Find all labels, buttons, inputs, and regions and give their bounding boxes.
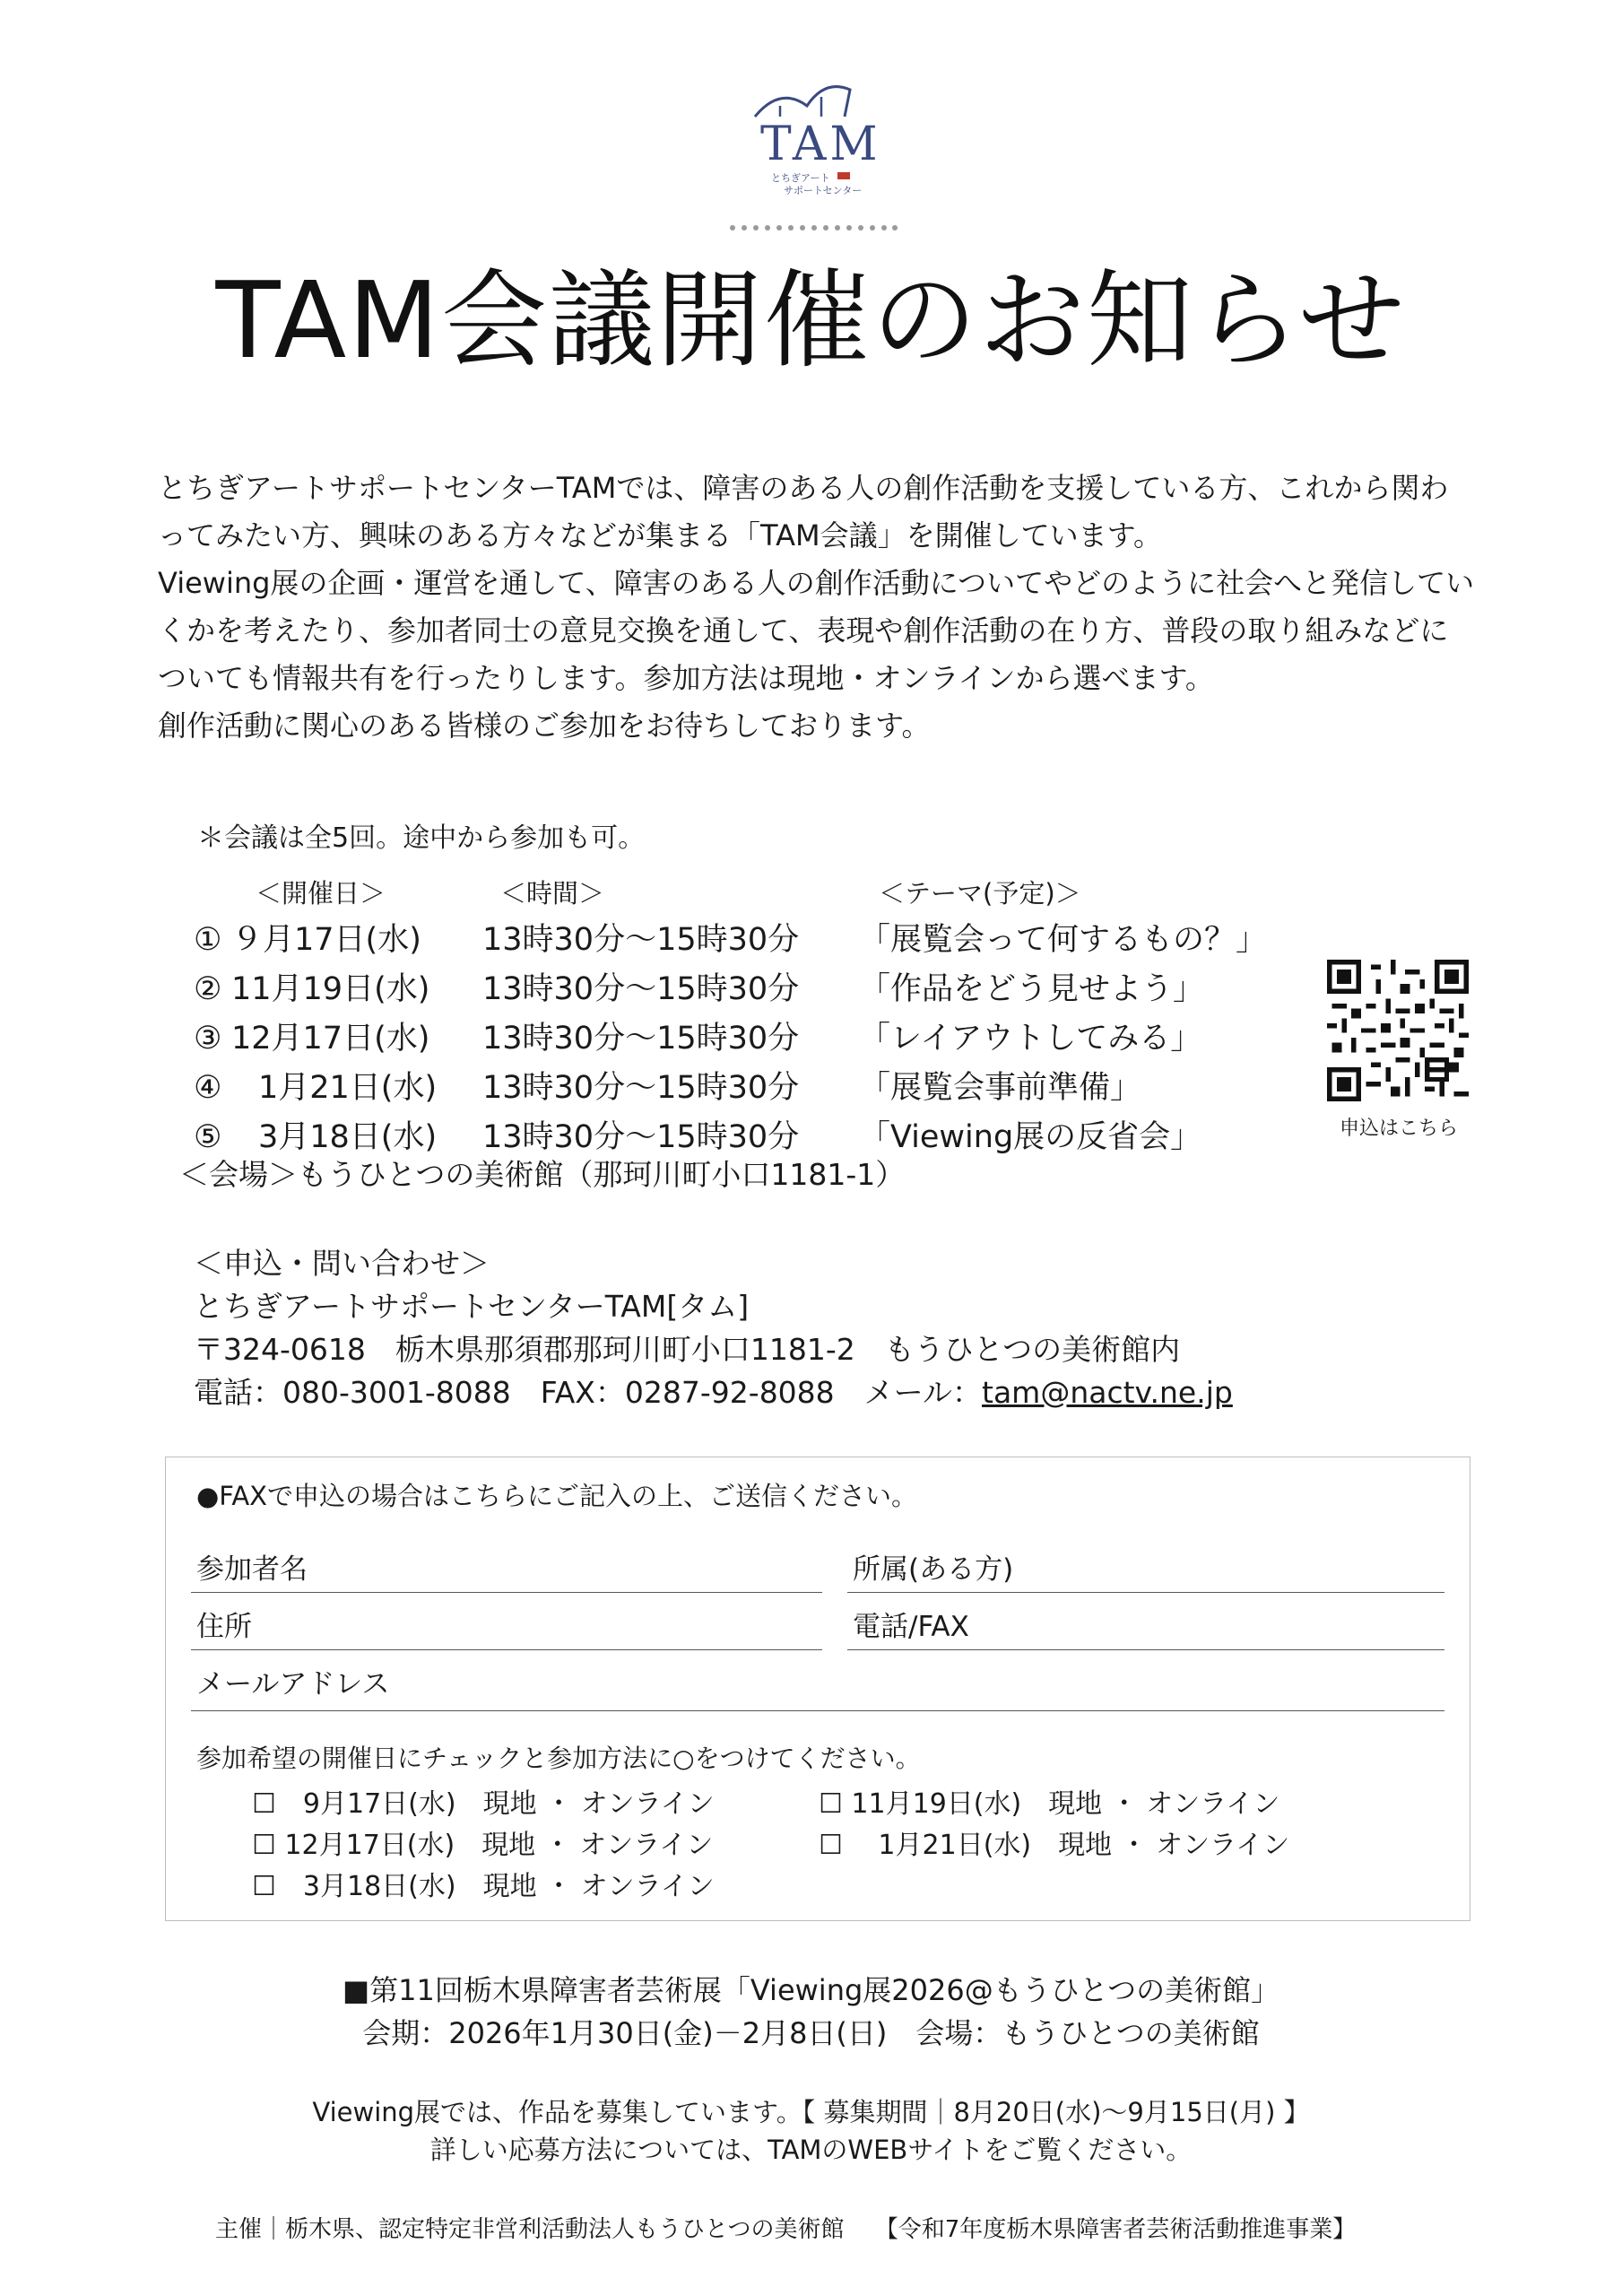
- schedule-number: ②: [194, 971, 222, 1007]
- schedule-number: ④: [194, 1070, 222, 1106]
- schedule-date: 1月21日(水): [258, 1070, 438, 1106]
- svg-text:サポートセンター: サポートセンター: [784, 185, 863, 196]
- schedule-theme: 「Viewing展の反省会」: [859, 1119, 1202, 1155]
- qr-caption: 申込はこちら: [1339, 1118, 1458, 1140]
- schedule-theme: 「レイアウトしてみる」: [859, 1021, 1202, 1057]
- exhibition-period: 会期：2026年1月30日(金)－2月8日(日) 会場：もうひとつの美術館: [362, 2016, 1260, 2050]
- address-field-line[interactable]: [191, 1649, 822, 1650]
- field-label-name: 参加者名: [196, 1553, 308, 1586]
- contact-heading: ＜申込・問い合わせ＞: [194, 1246, 490, 1281]
- schedule-date: 12月17日(水): [231, 1021, 430, 1057]
- fax-application-form: [165, 1457, 1470, 1921]
- name-field-line[interactable]: [191, 1592, 822, 1593]
- schedule-time: 13時30分～15時30分: [482, 971, 800, 1007]
- schedule-date: 11月19日(水): [231, 971, 430, 1007]
- form-title: ●FAXで申込の場合はこちらにご記入の上、ご送信ください。: [196, 1481, 918, 1511]
- field-label-address: 住所: [196, 1611, 252, 1643]
- schedule-date: 3月18日(水): [258, 1119, 438, 1155]
- contact-org: とちぎアートサポートセンターTAM[タム]: [194, 1289, 750, 1324]
- field-label-phone: 電話/FAX: [853, 1611, 969, 1643]
- recruit-details: 詳しい応募方法については、TAMのWEBサイトをご覧ください。: [429, 2135, 1193, 2165]
- intro-paragraph: [158, 465, 1485, 750]
- page-title: TAM会議開催のお知らせ: [215, 258, 1407, 382]
- intro-line: ってみたい方、興味のある方々などが集まる「TAM会議」を開催しています。: [158, 518, 1163, 552]
- intro-line: くかを考えたり、参加者同士の意見交換を通して、表現や創作活動の在り方、普段の取り組みなどに: [158, 613, 1449, 648]
- contact-info: [194, 1242, 1233, 1414]
- contact-phone-fax: 電話：080-3001-8088 FAX：0287-92-8088 メール：: [194, 1375, 983, 1410]
- meeting-note: ＊会議は全5回。途中から参加も可。: [197, 822, 646, 854]
- date-option-dec17[interactable]: ☐ 12月17日(水) 現地 ・ オンライン: [252, 1830, 714, 1861]
- schedule-theme: 「作品をどう見せよう」: [859, 971, 1205, 1007]
- contact-phone-line: [194, 1371, 1233, 1414]
- date-option-jan21[interactable]: ☐ 1月21日(水) 現地 ・ オンライン: [819, 1830, 1290, 1861]
- schedule-header-date: ＜開催日＞: [256, 878, 386, 909]
- phone-field-line[interactable]: [847, 1649, 1444, 1650]
- schedule-header-theme: ＜テーマ(予定)＞: [879, 878, 1081, 909]
- field-label-email: メールアドレス: [196, 1668, 390, 1700]
- affiliation-field-line[interactable]: [847, 1592, 1444, 1593]
- schedule-theme: 「展覧会って何するもの？」: [859, 922, 1268, 958]
- schedule-theme: 「展覧会事前準備」: [859, 1070, 1142, 1106]
- venue-info: ＜会場＞もうひとつの美術館（那珂川町小口1181-1）: [179, 1157, 906, 1192]
- schedule-number: ⑤: [194, 1119, 222, 1155]
- contact-address: 〒324-0618 栃木県那須郡那珂川町小口1181-2 もうひとつの美術館内: [194, 1332, 1181, 1367]
- schedule-number: ①: [194, 922, 222, 958]
- tam-logo: [744, 70, 888, 196]
- intro-line: 創作活動に関心のある皆様のご参加をお待ちしております。: [158, 709, 931, 743]
- field-label-affiliation: 所属(ある方): [853, 1553, 1014, 1586]
- date-option-nov19[interactable]: ☐ 11月19日(水) 現地 ・ オンライン: [819, 1788, 1280, 1820]
- schedule-date: ９月17日(水): [231, 922, 421, 958]
- organizer-footer: 主催｜栃木県、認定特定非営利活動法人もうひとつの美術館 【令和7年度栃木県障害者芸術活動推進事業】: [215, 2216, 1357, 2243]
- svg-text:TAM: TAM: [760, 117, 881, 171]
- exhibition-title: ■第11回栃木県障害者芸術展「Viewing展2026@もうひとつの美術館」: [342, 1973, 1280, 2007]
- email-link[interactable]: tam@nactv.ne.jp: [982, 1375, 1233, 1410]
- schedule-time: 13時30分～15時30分: [482, 1021, 800, 1057]
- dotted-divider: [728, 219, 898, 228]
- schedule-time: 13時30分～15時30分: [482, 922, 800, 958]
- schedule-number: ③: [194, 1021, 222, 1057]
- intro-line: ついても情報共有を行ったりします。参加方法は現地・オンラインから選べます。: [158, 661, 1214, 695]
- schedule-time: 13時30分～15時30分: [482, 1070, 800, 1106]
- email-field-line[interactable]: [191, 1710, 1444, 1711]
- qr-code[interactable]: [1327, 960, 1469, 1101]
- date-option-sep17[interactable]: ☐ 9月17日(水) 現地 ・ オンライン: [252, 1788, 715, 1820]
- form-instruction: 参加希望の開催日にチェックと参加方法に○をつけてください。: [196, 1744, 921, 1773]
- schedule-time: 13時30分～15時30分: [482, 1119, 800, 1155]
- intro-line: とちぎアートサポートセンターTAMでは、障害のある人の創作活動を支援している方、これから関わ: [158, 471, 1449, 505]
- intro-line: Viewing展の企画・運営を通して、障害のある人の創作活動についてやどのように社会へと発信してい: [158, 566, 1475, 600]
- schedule-header-time: ＜時間＞: [500, 878, 605, 909]
- svg-text:とちぎアート: とちぎアート: [771, 172, 830, 184]
- recruit-notice: Viewing展では、作品を募集しています。【 募集期間｜8月20日(水)～9月15日(月) 】: [312, 2097, 1310, 2127]
- date-option-mar18[interactable]: ☐ 3月18日(水) 現地 ・ オンライン: [252, 1871, 715, 1902]
